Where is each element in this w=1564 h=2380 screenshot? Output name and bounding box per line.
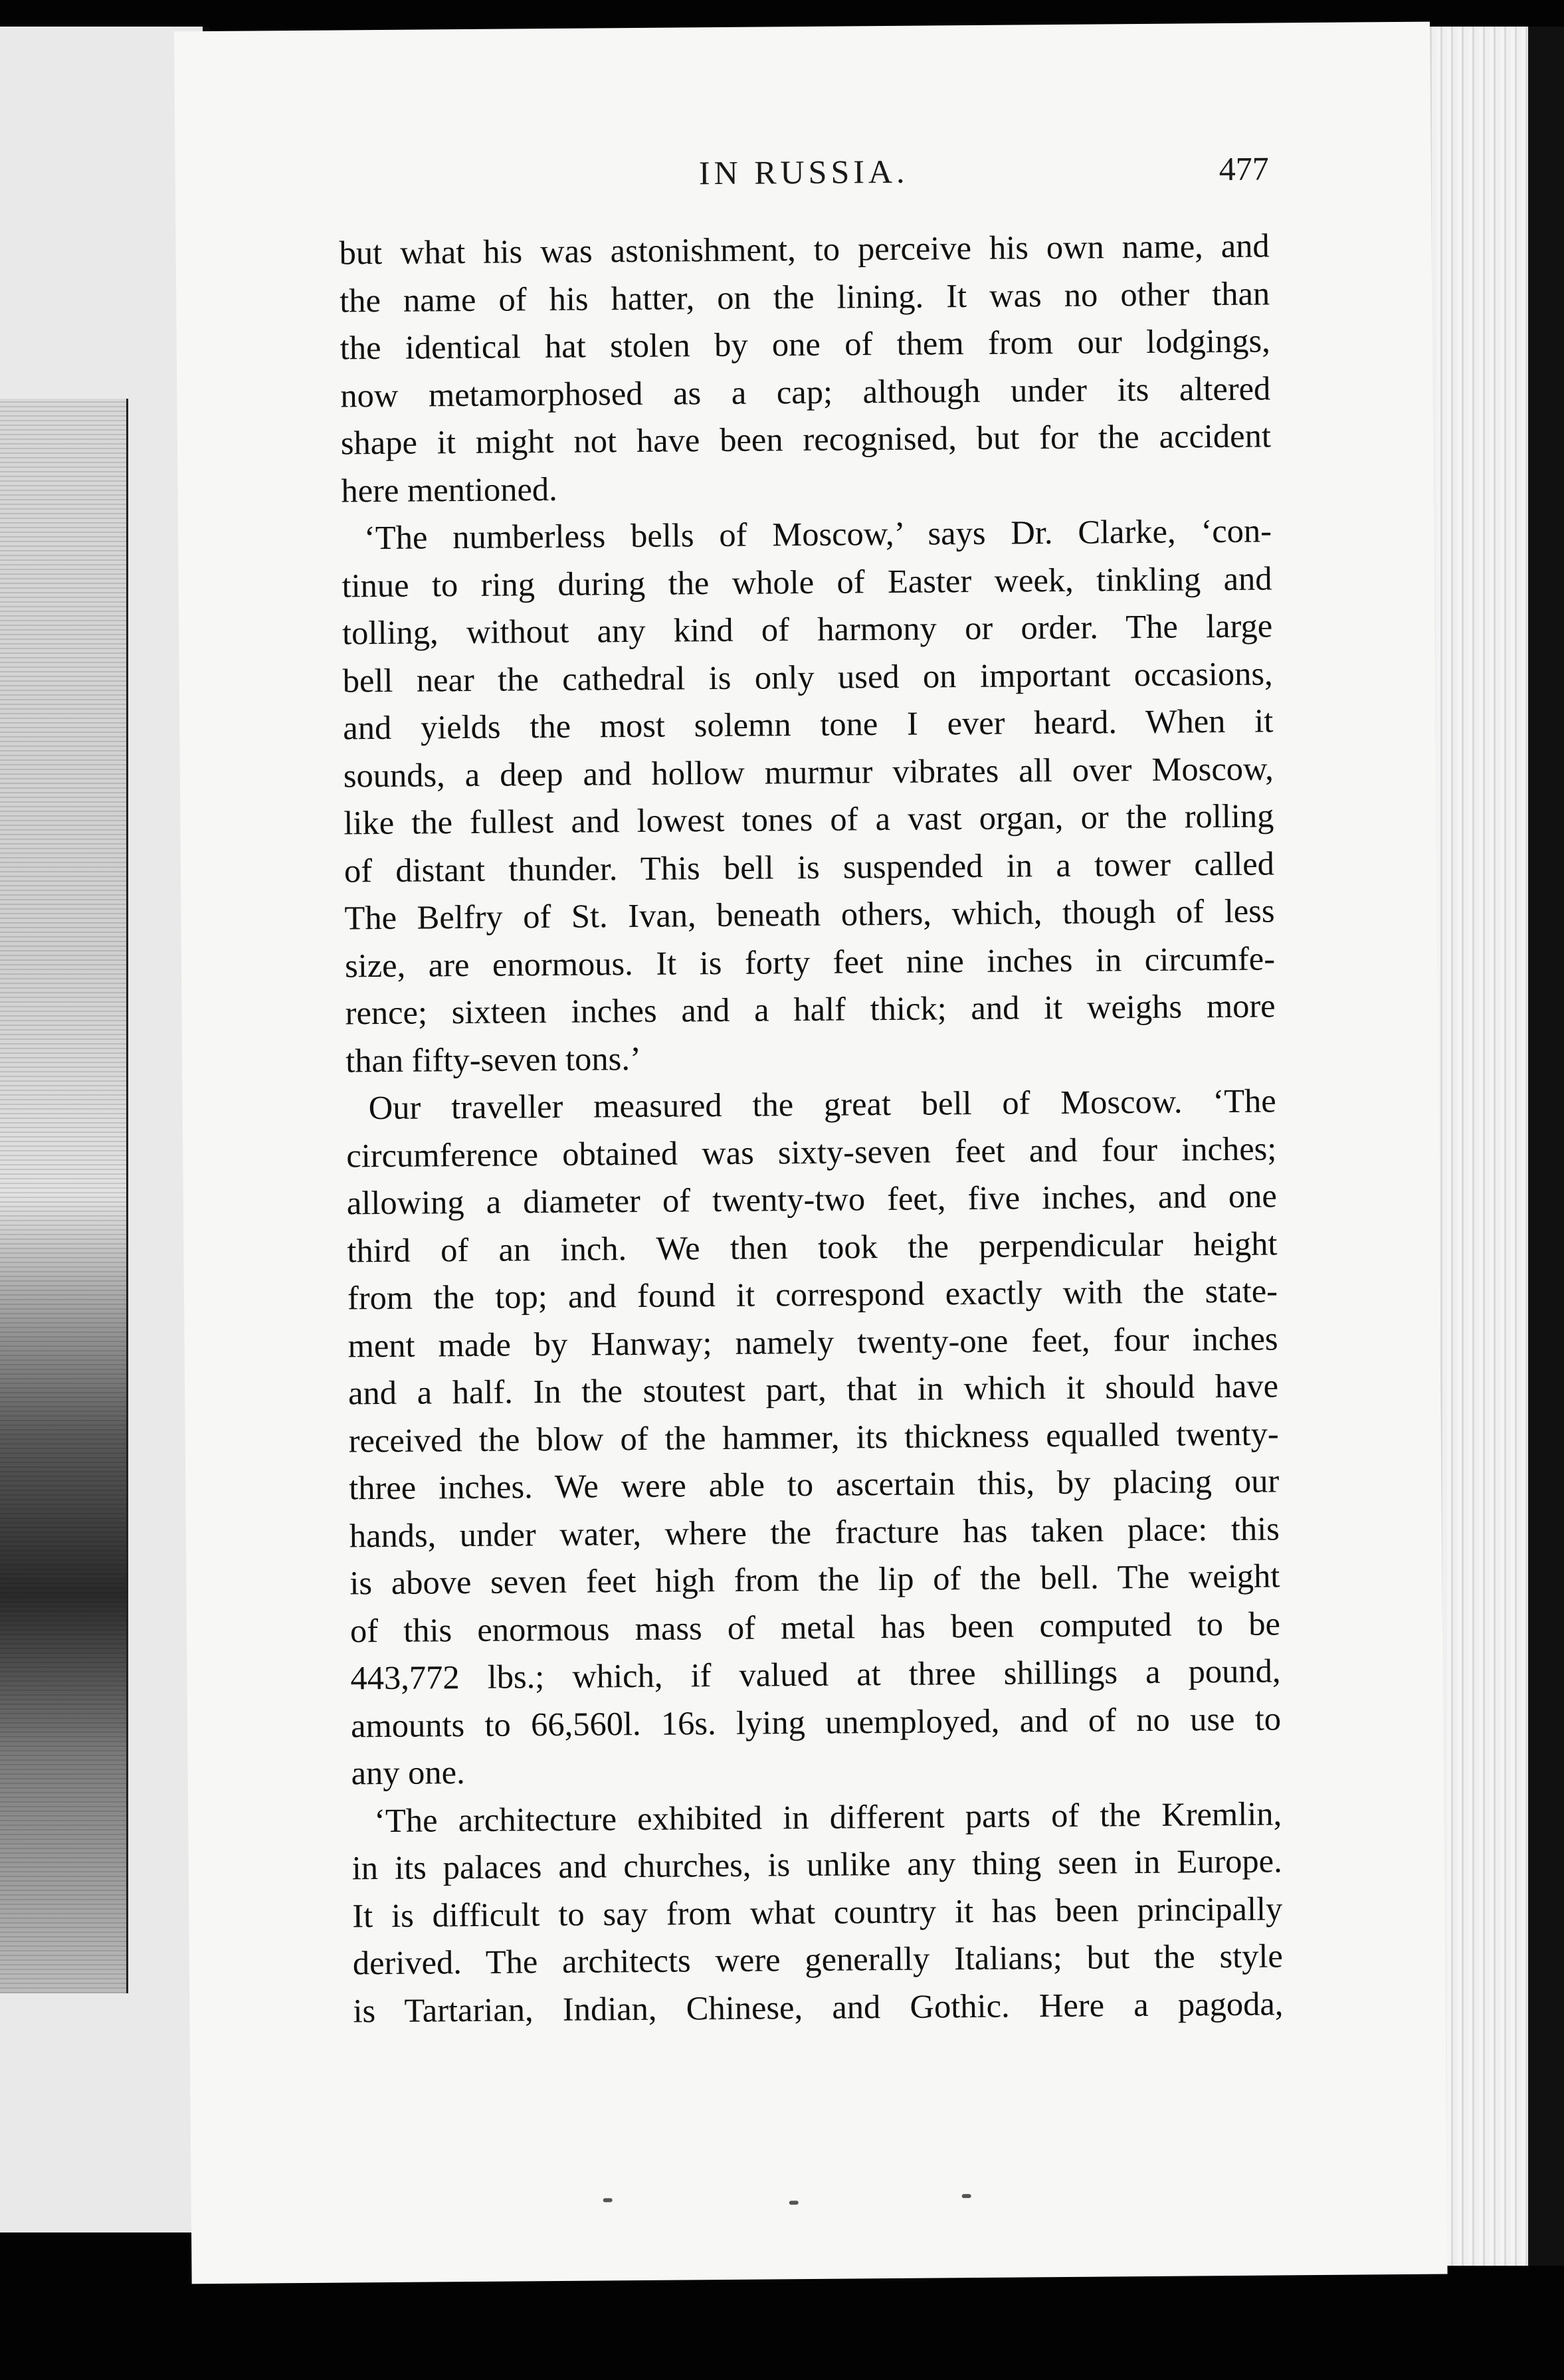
ink-speck xyxy=(603,2198,613,2202)
text-line: rence; sixteen inches and a half thick; and it weighs more xyxy=(345,987,1276,1032)
text-line: Our traveller measured the great bell of Moscow. ‘The xyxy=(368,1082,1276,1127)
paragraph-3 xyxy=(345,1077,1281,1797)
text-line: than fifty-seven tons.’ xyxy=(345,1039,641,1079)
text-line: The Belfry of St. Ivan, beneath others, which, though of less xyxy=(344,892,1275,937)
page-text-block xyxy=(339,149,1284,2034)
ink-speck xyxy=(962,2194,971,2198)
text-line: the identical hat stolen by one of them from our lodgings, xyxy=(340,322,1270,367)
text-line: now metamorphosed as a cap; although under its altered xyxy=(340,369,1271,414)
book-page xyxy=(174,22,1448,2284)
text-line: is Tartarian, Indian, Chinese, and Gothic. Here a pagoda, xyxy=(353,1984,1284,2029)
text-line: and yields the most solemn tone I ever heard. When it xyxy=(343,702,1274,747)
running-title: IN RUSSIA. xyxy=(698,152,909,192)
text-line: in its palaces and churches, is unlike any thing seen in Europe. xyxy=(351,1842,1282,1887)
text-line: here mentioned. xyxy=(341,470,557,509)
text-line: It is difficult to say from what country it has been principally xyxy=(352,1889,1283,1934)
text-line: the name of his hatter, on the lining. It was no other than xyxy=(339,274,1270,319)
paragraph-2 xyxy=(342,507,1276,1084)
text-line: ‘The numberless bells of Moscow,’ says Dr. Clarke, ‘con- xyxy=(363,512,1272,557)
text-line: and a half. In the stoutest part, that in which it should have xyxy=(347,1367,1279,1412)
page-number: 477 xyxy=(1219,149,1269,188)
text-line: tolling, without any kind of harmony or order. The large xyxy=(342,607,1273,652)
ink-speck xyxy=(789,2201,799,2205)
text-line: ‘The architecture exhibited in different parts of the Kremlin, xyxy=(373,1794,1282,1839)
text-line: but what his was astonishment, to perceive his own name, and xyxy=(339,227,1270,272)
text-line: derived. The architects were generally Italians; but the style xyxy=(352,1937,1284,1982)
text-line: received the blow of the hammer, its thickness equalled twenty- xyxy=(348,1414,1279,1459)
text-line: 443,772 lbs.; which, if valued at three shillings a pound, xyxy=(350,1652,1281,1697)
text-line: of this enormous mass of metal has been computed to be xyxy=(349,1604,1281,1649)
paragraph-1 xyxy=(339,222,1271,514)
text-line: from the top; and found it correspond exactly with the state- xyxy=(347,1272,1278,1317)
text-line: tinue to ring during the whole of Easter week, tinkling and xyxy=(342,559,1272,604)
text-line: any one. xyxy=(351,1753,465,1792)
text-line: allowing a diameter of twenty-two feet, five inches, and one xyxy=(346,1177,1278,1222)
print-specks xyxy=(590,2190,1188,2215)
text-line: ment made by Hanway; namely twenty-one feet, four inches xyxy=(347,1319,1278,1364)
text-line: hands, under water, where the fracture has taken place: this xyxy=(349,1509,1280,1554)
text-line: like the fullest and lowest tones of a vast organ, or the rolling xyxy=(343,797,1274,842)
text-line: three inches. We were able to ascertain this, by placing our xyxy=(349,1462,1280,1507)
text-line: third of an inch. We then took the perpendicular height xyxy=(347,1224,1278,1269)
engraving-plate-fragment xyxy=(0,399,128,1993)
text-line: circumference obtained was sixty-seven feet and four inches; xyxy=(346,1129,1277,1174)
text-line: size, are enormous. It is forty feet nine inches in circumfe- xyxy=(344,939,1276,984)
text-line: sounds, a deep and hollow murmur vibrates all over Moscow, xyxy=(343,749,1274,794)
text-line: bell near the cathedral is only used on important occasions, xyxy=(342,654,1273,699)
scan-border xyxy=(1528,27,1564,2266)
text-line: of distant thunder. This bell is suspended in a tower called xyxy=(343,844,1275,889)
paragraph-4 xyxy=(351,1790,1284,2034)
running-header xyxy=(339,149,1270,229)
text-line: amounts to 66,560l. 16s. lying unemployed, and of no use to xyxy=(350,1699,1282,1744)
text-line: is above seven feet high from the lip of the bell. The weight xyxy=(349,1557,1280,1602)
text-line: shape it might not have been recognised, but for the accident xyxy=(340,417,1272,462)
